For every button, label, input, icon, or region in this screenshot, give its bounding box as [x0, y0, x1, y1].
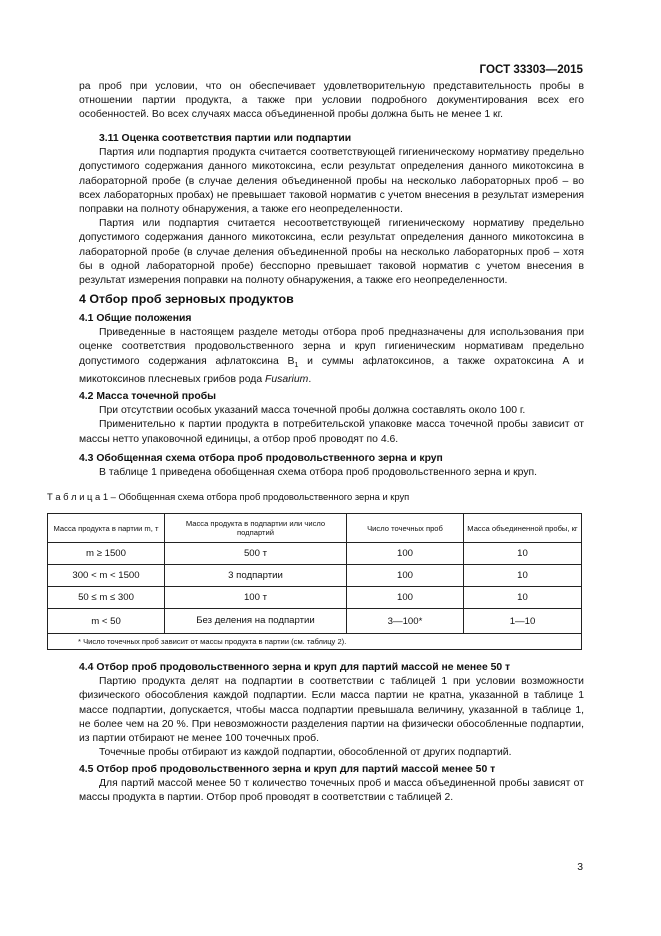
table-cell: 100	[347, 587, 464, 609]
section-4-4-paragraph-1: Партию продукта делят на подпартии в соответствии с таблицей 1 при условии возможности физического обособления каждой подпартии. Если масса партии не кратна, указанной в таблице 1 массе подпартии, допускается, чтобы масса подпартии превышала величину, указанной в таблице 1, не более чем на 20 %. При невозможности разделения партии на физически обособленные подпартии, из партии отбирают не менее 100 точечных проб.	[79, 676, 584, 745]
sampling-table	[47, 513, 582, 650]
section-4-5-paragraph-1: Для партий массой менее 50 т количество точечных проб и масса объединенной пробы зависят от массы продукта в партии. Отбор проб проводят в соответствии с таблицей 2.	[79, 778, 584, 804]
section-4-3	[79, 452, 584, 480]
section-4-4	[79, 661, 584, 760]
table-header-cell: Масса продукта в подпартии или число подпартий	[165, 514, 347, 543]
table-header-cell: Число точечных проб	[347, 514, 464, 543]
section-4-2-paragraph-2: Применительно к партии продукта в потребительской упаковке масса точечной пробы зависит от массы нетто упаковочной единицы, а отбор проб проводят по 4.6.	[79, 419, 584, 445]
section-4	[79, 292, 584, 306]
table-note-row	[48, 634, 582, 650]
table-row	[48, 565, 582, 587]
intro-block	[79, 80, 584, 123]
table-cell: m ≥ 1500	[48, 543, 165, 565]
table-row	[48, 587, 582, 609]
table-caption: Т а б л и ц а 1 – Обобщенная схема отбора проб продовольственного зерна и круп	[47, 491, 410, 502]
table-row	[48, 543, 582, 565]
page-number: 3	[577, 862, 583, 873]
section-4-1	[79, 312, 584, 387]
table-cell: 100	[347, 565, 464, 587]
table-row	[48, 609, 582, 634]
section-3-11-title: 3.11 Оценка соответствия партии или подпартии	[99, 133, 352, 144]
table-cell: 10	[464, 587, 582, 609]
table-footnote: * Число точечных проб зависит от массы продукта в партии (см. таблицу 2).	[48, 634, 582, 650]
table-cell: 3—100*	[347, 609, 464, 634]
intro-paragraph: ра проб при условии, что он обеспечивает удовлетворительную представительность пробы в отношении партии продукта, а также при условии подробного документирования всех его особенностей. Во всех случаях масса объединенной пробы должна быть не менее 1 кг.	[79, 81, 584, 121]
table-cell: 300 < m < 1500	[48, 565, 165, 587]
section-4-2	[79, 390, 584, 447]
section-4-4-paragraph-2: Точечные пробы отбирают из каждой подпартии, обособленной от других подпартий.	[99, 747, 512, 759]
table-cell: 100 т	[165, 587, 347, 609]
table-cell: 500 т	[165, 543, 347, 565]
section-3-11-paragraph-2: Партия или подпартия считается несоответствующей гигиеническому нормативу предельно допустимого содержания данного микотоксина, если результат определения данного микотоксина в лабораторной пробе (в случае деления объединенной пробы на несколько лабораторных проб – хотя бы в одной лабораторной пробе) бесспорно превышает таковой норматив с учетом внесения в результат измерения поправки на полноту обнаружения, а также его неопределенности.	[79, 218, 584, 287]
section-4-2-title: 4.2 Масса точечной пробы	[79, 391, 217, 402]
table-header-cell: Масса продукта в партии m, т	[48, 514, 165, 543]
table-cell: 100	[347, 543, 464, 565]
section-4-3-paragraph: В таблице 1 приведена обобщенная схема отбора проб продовольственного зерна и круп.	[99, 467, 538, 479]
document-code: ГОСТ 33303—2015	[479, 63, 583, 76]
section-4-2-paragraph-1: При отсутствии особых указаний масса точечной пробы должна составлять около 100 г.	[99, 405, 526, 417]
section-4-5	[79, 763, 584, 806]
section-4-4-title: 4.4 Отбор проб продовольственного зерна и круп для партий массой не менее 50 т	[79, 662, 511, 673]
section-3-11	[79, 132, 584, 288]
table-cell: 10	[464, 543, 582, 565]
table-cell: Без деления на подпартии	[165, 609, 347, 634]
table-cell: 3 подпартии	[165, 565, 347, 587]
table-cell: 50 ≤ m ≤ 300	[48, 587, 165, 609]
section-3-11-paragraph-1: Партия или подпартия продукта считается соответствующей гигиеническому нормативу предельно допустимого содержания данного микотоксина, если результат определения данного микотоксина в лабораторной пробе (в случае деления объединенной пробы на несколько лабораторных проб – во всех лабораторных пробах) не превышает таковой норматив с учетом внесения в результат измерения поправки на полноту обнаружения, а также его неопределенности.	[79, 147, 584, 216]
table-header-cell: Масса объединенной пробы, кг	[464, 514, 582, 543]
section-4-1-paragraph: Приведенные в настоящем разделе методы отбора проб предназначены для использования при оценке соответствия продовольственного зерна и круп гигиеническим нормативам предельно допустимого содержания афлатоксина $B_1$ и суммы афлатоксинов, а также охратоксина А и микотоксинов плесневых грибов рода Fusarium.	[79, 327, 584, 385]
table-cell: 1—10	[464, 609, 582, 634]
table-header-row	[48, 514, 582, 543]
section-4-5-title: 4.5 Отбор проб продовольственного зерна и круп для партий массой менее 50 т	[79, 764, 496, 775]
section-4-title: 4 Отбор проб зерновых продуктов	[79, 292, 294, 306]
table-cell: m < 50	[48, 609, 165, 634]
section-4-3-title: 4.3 Обобщенная схема отбора проб продовольственного зерна и круп	[79, 453, 443, 464]
section-4-1-title: 4.1 Общие положения	[79, 313, 192, 324]
table-cell: 10	[464, 565, 582, 587]
